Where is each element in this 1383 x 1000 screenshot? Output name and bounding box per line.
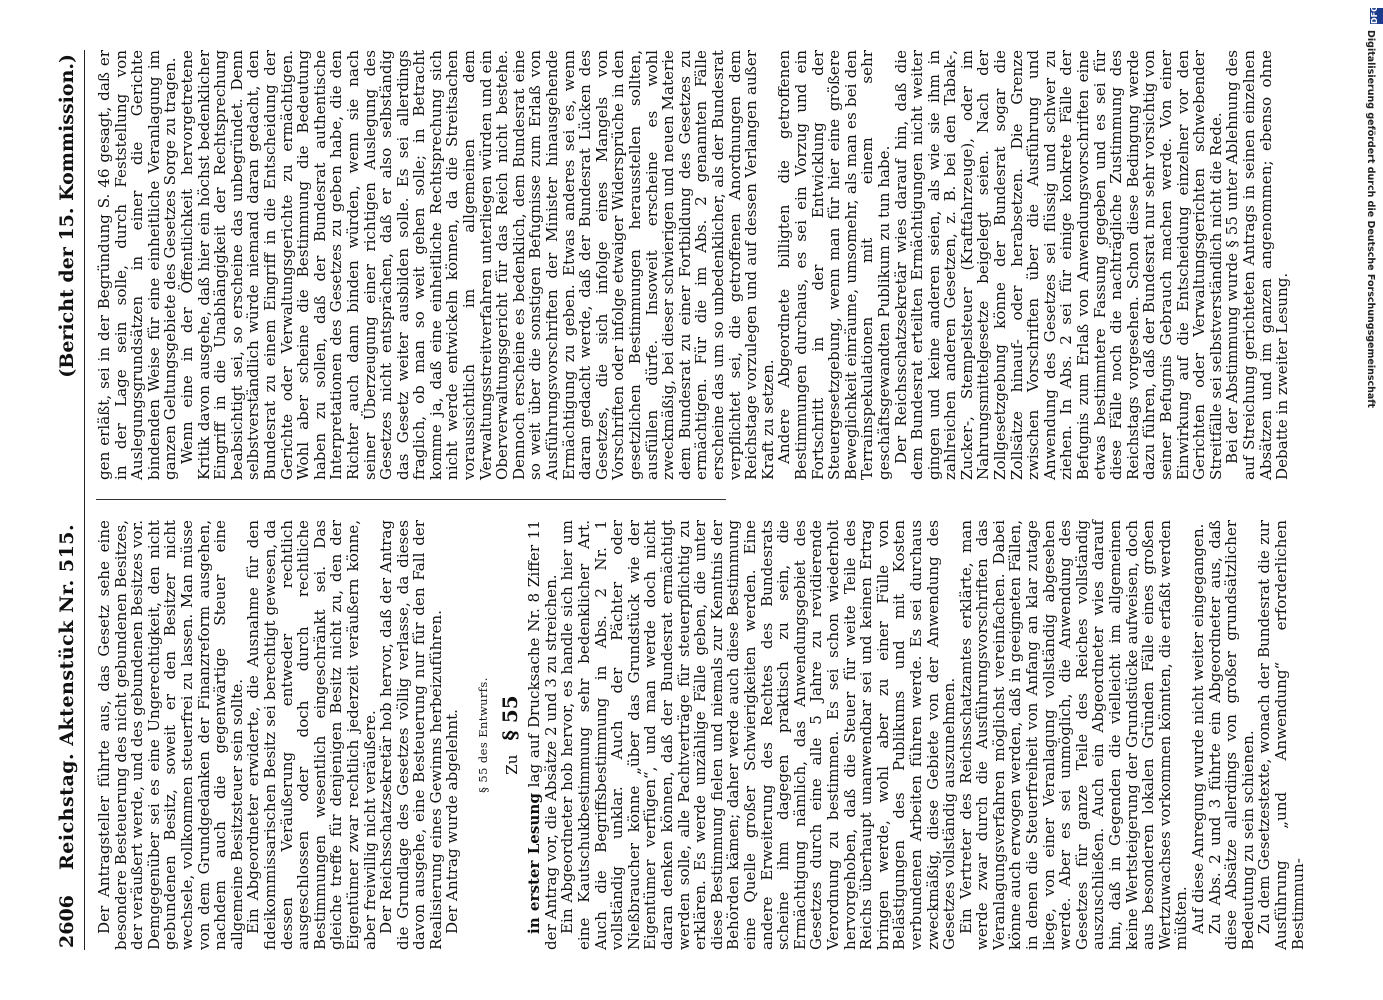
- dfg-logo: DFG: [1370, 8, 1383, 24]
- zu-prefix: Zu: [502, 754, 521, 775]
- paragraph: Ein Abgeordneter hob hervor, es handle sich hier um eine Kautschukbestimmung sehr bedenklicher Art. Auch die Begriffsbestimmung in Abs. 2 Nr. 1 vollständig unklar. Auch der Pächter oder Nießbraucher könne „über das Grundstück wie der Eigentümer verfügen“, und man werde doch nicht daran denken können, daß der Bundesrat ermächtigt werden solle, alle Pachtverträge für steuerpflichtig zu erklären. Es werde unzählige Fälle geben, die unter diese Bestimmung fielen und niemals zur Kenntnis der Behörden kämen; daher werde auch diese Bestimmung eine Quelle großer Schwierigkeiten werden. Eine andere Erweiterung des Rechtes des Bundesrats scheine ihm dagegen praktisch zu sein, die Ermächtigung nämlich, das Anwendungsgebiet des Gesetzes durch eine alle 5 Jahre zu revidierende Verordnung zu bestimmen. Es sei schon wiederholt hervorgehoben, daß die Steuer für weite Teile des Reichs überhaupt unanwendbar sei und keinen Ertrag bringen werde, wohl aber zu einer Fülle von Belästigungen des Publikums und mit Kosten verbundenen Arbeiten führen werde. Es sei durchaus zweckmäßig, diese Gebiete von der Anwendung des Gesetzes vollständig auszunehmen.: [558, 520, 959, 950]
- right-column: [96, 50, 1306, 480]
- column-divider: [96, 499, 726, 500]
- paragraph: [526, 520, 559, 950]
- paragraph: Andere Abgeordnete billigten die getroffenen Bestimmungen durchaus, es sei ein Vorzug und ein Fortschritt in der Entwicklung der Steuergesetzgebung, wenn man für hier eine größere Beweglichkeit einräume, umsomehr, als man es bei den Terrainspekulationen mit einem sehr geschäftsgewandten Publikum zu tun habe.: [775, 50, 893, 480]
- page-number: 2606: [56, 895, 78, 948]
- left-column: [96, 520, 1306, 950]
- paragraph: Der Reichsschatzsekretär hob hervor, daß der Antrag die Grundlage des Gesetzes völlig verlasse, da dieses davon ausgehe, eine Besteuerung nur für den Fall der Realisierung eines Gewinns herbeizuführen.: [377, 520, 445, 950]
- paragraph-text: lag auf Drucksache Nr. 8 Ziffer 11 der Antrag vor, die Absätze 2 und 3 zu streichen.: [525, 520, 560, 950]
- header-rule: [84, 50, 85, 950]
- section-note: § 55 des Entwurfs.: [476, 677, 491, 793]
- running-title: Reichstag. Aktenstück Nr. 515.: [56, 523, 78, 870]
- paragraph: Ein Vertreter des Reichsschatzamtes erklärte, man werde zwar durch die Ausführungsvorschriften das Veranlagungsverfahren möglichst vereinfachen. Dabei könne auch erwogen werden, daß in geeigneten Fällen, in denen die Steuerfreiheit von Anfang an klar zutage liege, von einer Veranlagung vollständig abgesehen werde. Aber es sei unmöglich, die Anwendung des Gesetzes für ganze Teile des Reiches vollständig auszuschließen. Auch ein Abgeordneter wies darauf hin, daß in Gegenden die vielleicht im allgemeinen keine Wertsteigerung der Grundstücke aufweisen, doch aus besonderen lokalen Gründen Fälle eines großen Wertzuwachses vorkommen könnten, die erfaßt werden müßten.: [956, 520, 1191, 950]
- paragraph: Der Reichsschatzsekretär wies darauf hin, daß die dem Bundesrat erteilten Ermächtigungen nicht weiter gingen und keine anderen seien, als wie sie ihm in zahlreichen anderen Gesetzen, z. B. bei den Tabak-, Zucker-, Stempelsteuer (Kraftfahrzeuge), oder im Nahrungsmittelgesetze beigelegt seien. Nach der Zollgesetzgebung könne der Bundesrat sogar die Zollsätze hinauf- oder herabsetzen. Die Grenze zwischen Vorschriften über die Ausführung und Anwendung des Gesetzes sei flüssig und schwer zu ziehen. In Abs. 2 sei für einige konkrete Fälle der Befugnis zum Erlaß von Anwendungsvorschriften eine etwas bestimmtere Fassung gegeben und es sei für diese Fälle noch die nachträgliche Zustimmung des Reichstags vorgesehen. Schon diese Bedingung werde dazu führen, daß der Bundesrat nur sehr vorsichtig von seiner Befugnis Gebrauch machen werde. Von einer Einwirkung auf die Entscheidung einzelner vor den Gerichten oder Verwaltungsgerichten schwebender Streitfälle sei selbstverständlich nicht die Rede.: [891, 50, 1225, 480]
- reading-label: in erster Lesung: [525, 793, 544, 934]
- paragraph: Bei der Abstimmung wurde § 55 unter Ablehnung des auf Streichung gerichteten Antrags in seinen einzelnen Absätzen und im ganzen angenommen; ebenso ohne Debatte in zweiter Lesung.: [1223, 50, 1292, 480]
- rotated-page: [50, 50, 1330, 950]
- section-heading: [497, 520, 522, 950]
- paragraph: Auf diese Anregung wurde nicht weiter eingegangen.: [1189, 523, 1207, 934]
- paragraph: Der Antrag wurde abgelehnt.: [443, 709, 462, 934]
- paragraph: gen erläßt, sei in der Begründung S. 46 gesagt, daß er in der Lage sein solle, durch Feststellung von Auslegungsgrundsätzen in einer die Gerichte bindenden Weise für eine einheitliche Veranlagung im ganzen Geltungsgebiete des Gesetzes Sorge zu tragen.: [95, 50, 180, 480]
- report-title: (Bericht der 15. Kommission.): [56, 54, 78, 378]
- paragraph: Ein Abgeordneter erwiderte, die Ausnahme für den fideikommissarischen Besitz sei berechtigt gewesen, da dessen Veräußerung entweder rechtlich ausgeschlossen oder doch durch rechtliche Bestimmungen wesentlich eingeschränkt sei. Das gleiche treffe für denjenigen Besitz nicht zu, den der Eigentümer zwar rechtlich jederzeit veräußern könne, aber freiwillig nicht veräußere.: [244, 520, 379, 950]
- page-header: [50, 50, 90, 950]
- paragraph: Zu dem Gesetzestexte, wonach der Bundesrat die zur Ausführung „und Anwendung“ erforderlichen Bestimmun-: [1255, 520, 1307, 950]
- digitization-text: Digitalisierung gefördert durch die Deutsche Forschungsgemeinschaft: [1365, 30, 1376, 408]
- paragraph: Der Antragsteller führte aus, das Gesetz sehe eine besondere Besteuerung des nicht gebundenen Besitzes, der veräußert werde, und des gebundenen Besitzes vor. Demgegenüber sei es eine Ungerechtigkeit, den nicht gebundenen Besitz, soweit er den Besitzer nicht wechsele, vollkommen steuerfrei zu lassen. Man müsse von dem Grundgedanken der Finanzreform ausgehen, nachdem auch die gegenwärtige Steuer eine allgemeine Besitzsteuer sein sollte.: [95, 520, 246, 950]
- section-number: § 55: [497, 695, 522, 741]
- paragraph: Wenn eine in der Öffentlichkeit hervorgetretene Kritik davon ausgehe, daß hier ein höchst bedenklicher Eingriff in die Unabhängigkeit der Rechtsprechung beabsichtigt sei, so erscheine das unbegründet. Denn selbstverständlich würde niemand daran gedacht, den Bundesrat zu einem Eingriff in die Entscheidung der Gerichte oder Verwaltungsgerichte zu ermächtigen. Wohl aber scheine die Bestimmung die Bedeutung haben zu sollen, daß der Bundesrat authentische Interpretationen des Gesetzes zu geben habe, die den Richter auch dann binden würden, wenn sie nach seiner Überzeugung einer richtigen Auslegung des Gesetzes nicht entsprächen, daß er also selbständig das Gesetz weiter ausbilden solle. Es sei allerdings fraglich, ob man so weit gehen solle; in Betracht komme ja, daß eine einheitliche Rechtsprechung sich nicht werde entwickeln können, da die Streitsachen voraussichtlich im allgemeinen dem Verwaltungsstreitverfahren unterliegen würden und ein Oberverwaltungsgericht für das Reich nicht bestehe. Dennoch erscheine es bedenklich, dem Bundesrat eine so weit über die sonstigen Befugnisse zum Erlaß von Ausführungsvorschriften der Minister hinausgehende Ermächtigung zu geben. Etwas anderes sei es, wenn daran gedacht werde, daß der Bundesrat Lücken des Gesetzes, die sich infolge eines Mangels von Vorschriften oder infolge etwaiger Widersprüche in den gesetzlichen Bestimmungen herausstellen sollten, ausfüllen dürfe. Insoweit erscheine es wohl zweckmäßig, bei dieser schwierigen und neuen Materie dem Bundesrat zu einer Fortbildung des Gesetzes zu ermächtigen. Für die im Abs. 2 genannten Fälle erscheine das um so unbedenklicher, als der Bundesrat verpflichtet sei, die getroffenen Anordnungen dem Reichstage vorzulegen und auf dessen Verlangen außer Kraft zu setzen.: [177, 50, 777, 480]
- paragraph: Zu Abs. 2 und 3 führte ein Abgeordneter aus, daß diese Absätze allerdings von großer grundsätzlicher Bedeutung zu sein schienen.: [1205, 520, 1257, 950]
- digitization-note: [1362, 30, 1382, 970]
